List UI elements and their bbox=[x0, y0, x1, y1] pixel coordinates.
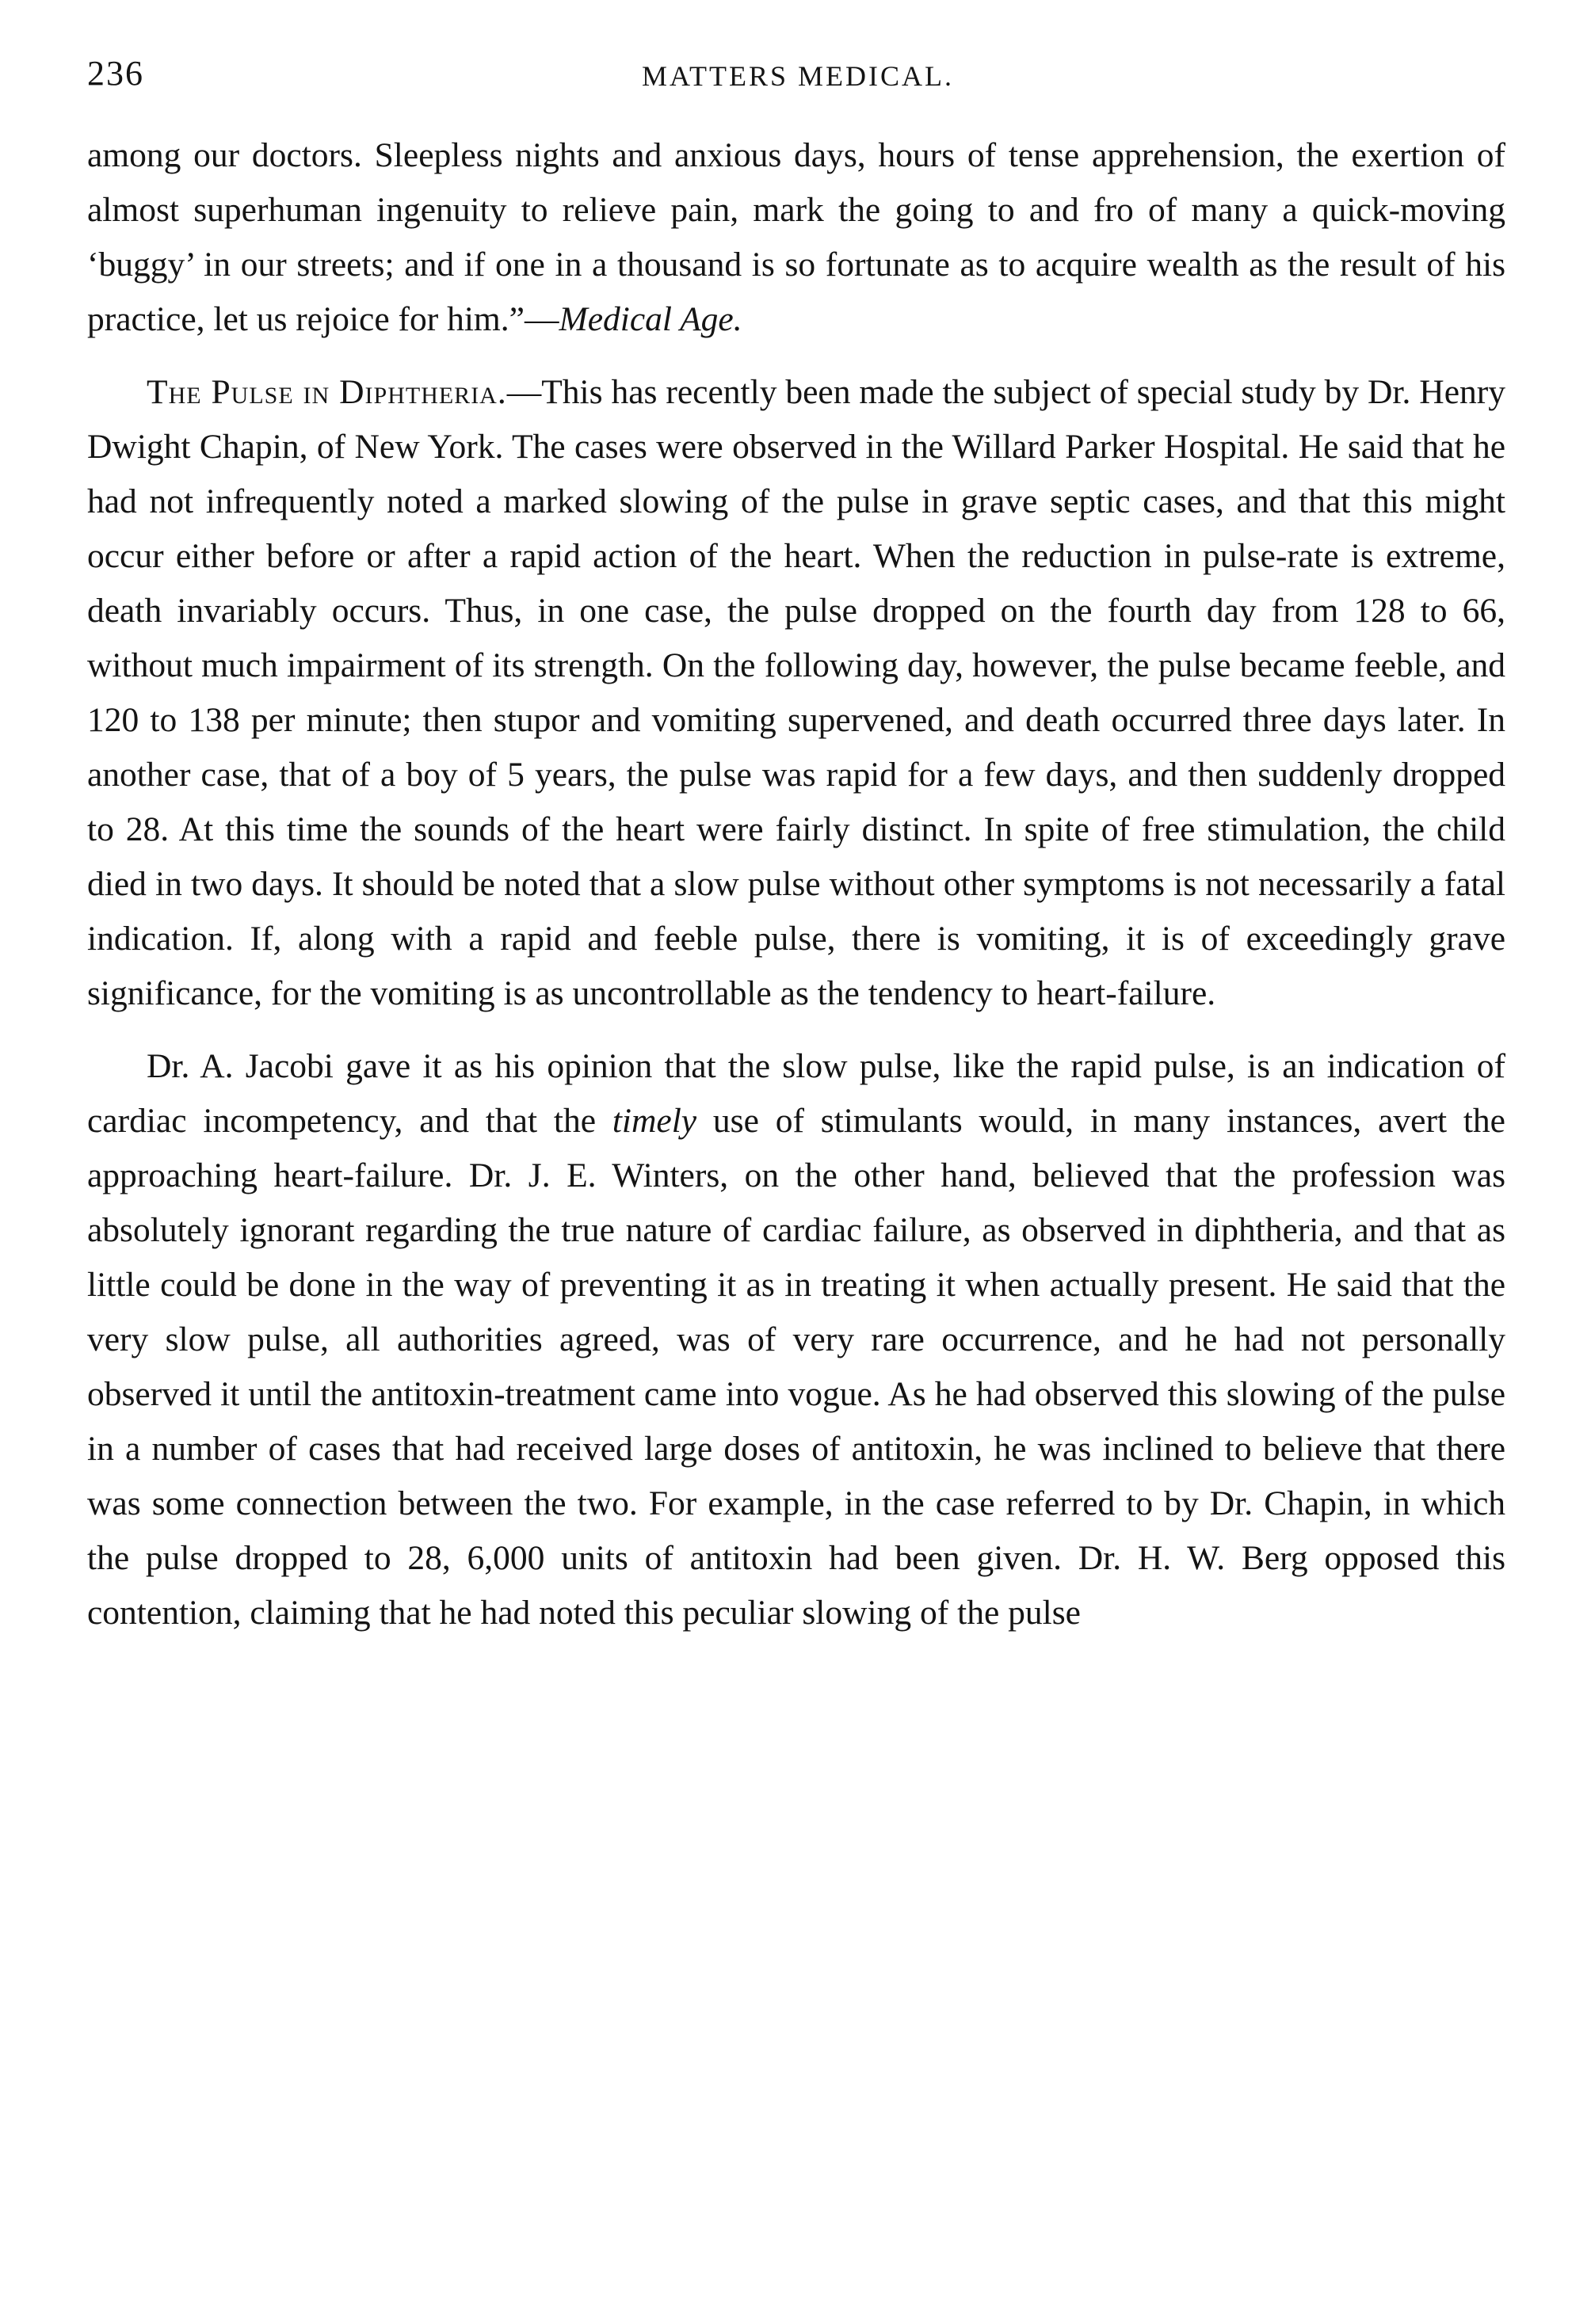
paragraph-body-start: Dr. A. Jacobi gave it as his opinion that the slow pulse, like the rapid pulse, is an indication of cardiac incompetency, and that the bbox=[87, 1047, 1505, 1140]
quote-text: among our doctors. Sleepless nights and anxious days, hours of tense apprehension, the exertion of almost superhuman ingenuity to relieve pain, mark the going to and fro of many a quick-moving ‘buggy’ in our streets; and if one in a thousand is so fortunate as to acquire wealth as the result of his practice, let us rejoice for him.”— bbox=[87, 136, 1505, 338]
paragraph-continued-quote bbox=[87, 128, 1505, 347]
running-title: MATTERS MEDICAL. bbox=[642, 60, 955, 92]
section-title: The Pulse in Diphtheria. bbox=[147, 373, 507, 411]
quote-source: Medical Age. bbox=[559, 300, 742, 338]
paragraph-body-end: use of stimulants would, in many instances, avert the approaching heart-failure. Dr. J. E. Winters, on the other hand, believed that the profession was absolutely ignorant regarding the true nature of cardiac failure, as observed in diphtheria, and that as little could be done in the way of preventing it as in treating it when actually present. He said that the very slow pulse, all authorities agreed, was of very rare occurrence, and he had not personally observed it until the antitoxin-treatment came into vogue. As he had observed this slowing of the pulse in a number of cases that had received large doses of antitoxin, he was inclined to believe that there was some connection between the two. For example, in the case referred to by Dr. Chapin, in which the pulse dropped to 28, 6,000 units of antitoxin had been given. Dr. H. W. Berg opposed this contention, claiming that he had noted this peculiar slowing of the pulse bbox=[87, 1102, 1505, 1632]
page-number: 236 bbox=[87, 54, 144, 93]
emphasized-word: timely bbox=[612, 1102, 697, 1140]
paragraph-jacobi-opinion bbox=[87, 1039, 1505, 1640]
paragraph-body: —This has recently been made the subject of special study by Dr. Henry Dwight Chapin, of New York. The cases were observed in the Willard Parker Hospital. He said that he had not infrequently noted a marked slowing of the pulse in grave septic cases, and that this might occur either before or after a rapid action of the heart. When the reduction in pulse-rate is extreme, death invariably occurs. Thus, in one case, the pulse dropped on the fourth day from 128 to 66, without much impairment of its strength. On the following day, however, the pulse became feeble, and 120 to 138 per minute; then stupor and vomiting supervened, and death occurred three days later. In another case, that of a boy of 5 years, the pulse was rapid for a few days, and then suddenly dropped to 28. At this time the sounds of the heart were fairly distinct. In spite of free stimulation, the child died in two days. It should be noted that a slow pulse without other symptoms is not necessarily a fatal indication. If, along with a rapid and feeble pulse, there is vomiting, it is of exceedingly grave significance, for the vomiting is as uncontrollable as the tendency to heart-failure. bbox=[87, 373, 1505, 1012]
paragraph-pulse-in-diphtheria bbox=[87, 365, 1505, 1021]
page-header bbox=[87, 44, 1505, 107]
book-page bbox=[87, 44, 1505, 1640]
